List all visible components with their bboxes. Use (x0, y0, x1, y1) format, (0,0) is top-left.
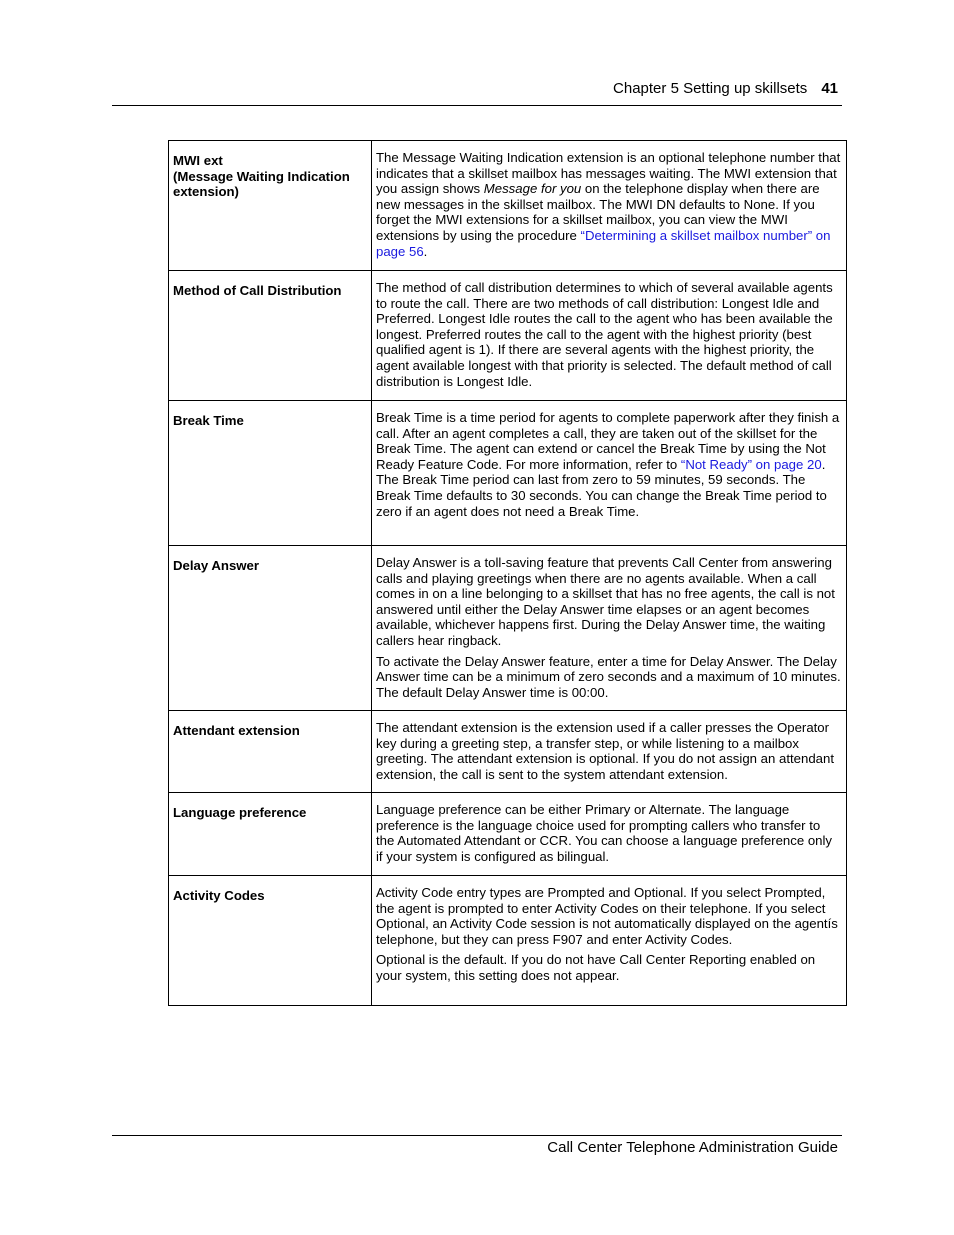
emphasized-text: Message for you (483, 181, 582, 197)
description-text: Delay Answer is a toll-saving feature that prevents Call Center from answering calls and playing greetings when there are no agents available. When a call comes in on a line belonging to a skillset that has no free agents, the call is not answered until either the Delay Answer time elapses or an agent becomes available, whichever happens first. During the Delay Answer time, the waiting callers hear ringback. (376, 555, 835, 648)
parameter-name (169, 876, 372, 1006)
parameter-name (169, 546, 372, 711)
skillset-parameters-table (168, 140, 847, 1006)
description-paragraph (376, 410, 842, 519)
parameter-description (372, 401, 847, 546)
description-text: The method of call distribution determines to which of several available agents to route the call. There are two methods of call distribution: Longest Idle and Preferred. Longest Idle routes the call to the agent who has been available the longest. Preferred routes the call to the agent with the highest priority (best qualified agent is 1). If there are several agents with the highest priority, the agent available longest with that priority is selected. The default method of call distribution is Longest Idle. (376, 280, 833, 389)
parameter-name-line: Break Time (173, 413, 244, 428)
description-paragraph (376, 952, 842, 983)
parameter-name-line: Attendant extension (173, 723, 300, 738)
cross-reference-link[interactable]: “Not Ready” on page 20 (680, 456, 822, 472)
description-paragraph (376, 150, 842, 259)
parameter-name (169, 711, 372, 793)
page-header (112, 78, 842, 106)
parameter-name (169, 141, 372, 271)
description-text: . The Break Time period can last from zero to 59 minutes, 59 seconds. The Break Time defaults to 30 seconds. You can change the Break Time period to zero if an agent does not need a Break Time. (376, 456, 827, 519)
parameter-name (169, 793, 372, 876)
parameter-description (372, 876, 847, 1006)
description-paragraph (376, 654, 842, 701)
description-paragraph (376, 802, 842, 864)
parameter-name (169, 401, 372, 546)
parameter-description (372, 141, 847, 271)
description-paragraph (376, 885, 842, 947)
parameter-description (372, 271, 847, 401)
parameter-name-line: Method of Call Distribution (173, 283, 342, 298)
description-text: Break Time is a time period for agents to complete paperwork after they finish a call. After an agent completes a call, they are taken out of the skillset for the Break Time. The agent can extend or cancel the Break Time by using the Not Ready Feature Code. For more information, refer to (376, 410, 840, 472)
page-footer (112, 1135, 842, 1156)
parameter-description (372, 793, 847, 876)
parameter-description (372, 711, 847, 793)
document-title: Call Center Telephone Administration Guide (547, 1139, 838, 1156)
parameter-name (169, 271, 372, 401)
parameter-description (372, 546, 847, 711)
description-text: Language preference can be either Primary or Alternate. The language preference is the language choice used for prompting callers who transfer to the Automated Attendant or CCR. You can choose a language preference only if your system is configured as bilingual. (376, 802, 833, 864)
parameter-name-line: MWI ext (173, 153, 223, 168)
description-text: Activity Code entry types are Prompted and Optional. If you select Prompted, the agent is prompted to enter Activity Codes on their telephone. If you select Optional, an Activity Code session is not automatically displayed on the agentís telephone, but they can press F907 and enter Activity Codes. (376, 885, 838, 947)
description-paragraph (376, 280, 842, 389)
table-row (169, 271, 847, 401)
table-row (169, 546, 847, 711)
description-text: . (423, 243, 428, 259)
parameter-name-line: (Message Waiting Indication extension) (173, 168, 350, 200)
table-row (169, 793, 847, 876)
description-text: The attendant extension is the extension used if a caller presses the Operator key during a greeting step, a transfer step, or while listening to a mailbox greeting. The attendant extension is optional. If you do not assign an attendant extension, the call is sent to the system attendant extension. (376, 720, 834, 782)
page-number: 41 (821, 80, 838, 97)
parameter-name-line: Language preference (173, 805, 307, 820)
table-row (169, 141, 847, 271)
table-row (169, 876, 847, 1006)
description-paragraph (376, 720, 842, 782)
header-text (613, 80, 838, 97)
description-text: on the telephone display when there are new messages in the skillset mailbox. The MWI DN defaults to None. If you forget the MWI extensions for a skillset mailbox, you can view the MWI extensions by using the procedure (376, 181, 820, 243)
chapter-title: Chapter 5 Setting up skillsets (613, 80, 808, 97)
description-text: The Message Waiting Indication extension is an optional telephone number that indicates that a skillset mailbox has messages waiting. The MWI extension that you assign shows (376, 150, 841, 197)
table-row (169, 401, 847, 546)
parameter-name-line: Delay Answer (173, 558, 260, 573)
description-text: Optional is the default. If you do not have Call Center Reporting enabled on your system, this setting does not appear. (376, 952, 816, 983)
parameter-name-line: Activity Codes (173, 888, 265, 903)
description-paragraph (376, 555, 842, 649)
table-body (169, 141, 847, 1006)
description-text: To activate the Delay Answer feature, enter a time for Delay Answer. The Delay Answer time can be a minimum of zero seconds and a maximum of 10 minutes. The default Delay Answer time is 00:00. (376, 653, 841, 700)
cross-reference-link[interactable]: “Determining a skillset mailbox number” on page 56 (376, 227, 831, 259)
table-row (169, 711, 847, 793)
